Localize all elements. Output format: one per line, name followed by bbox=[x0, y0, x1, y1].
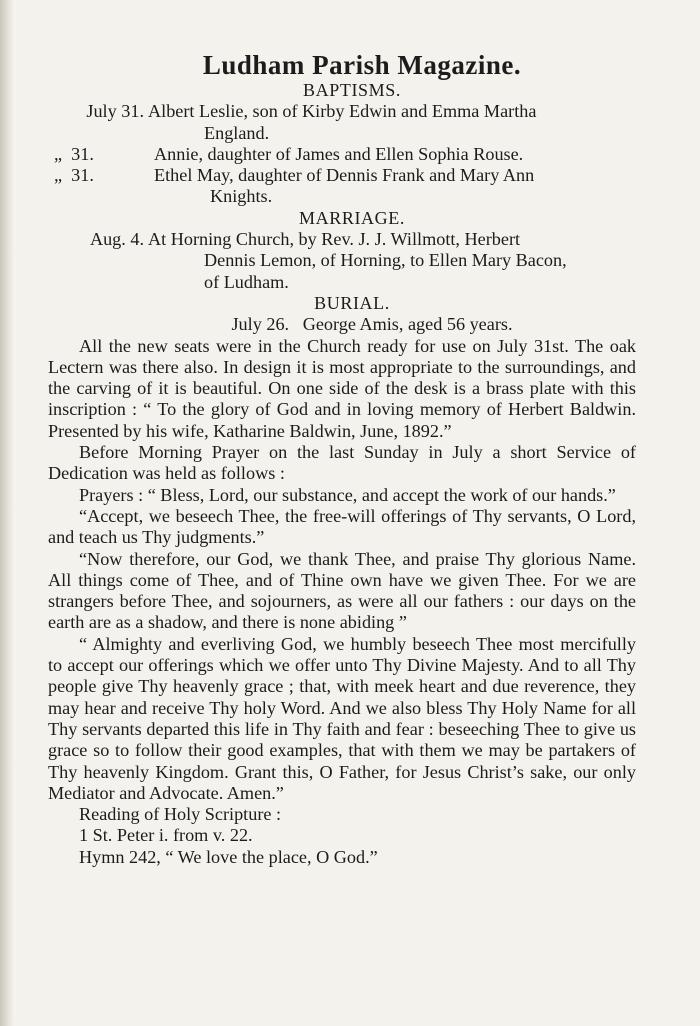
baptism-text-line: Albert Leslie, son of Kirby Edwin and Emma Martha bbox=[148, 101, 537, 122]
readings-heading: Reading of Holy Scripture : bbox=[79, 804, 282, 825]
dedication-paragraph: Before Morning Prayer on the last Sunday in July a short Service of Dedication was held as follows : bbox=[48, 442, 636, 484]
baptism-text-line: Ethel May, daughter of Dennis Frank and Mary Ann bbox=[154, 165, 535, 186]
marriage-text-continuation: Dennis Lemon, of Horning, to Ellen Mary Bacon, bbox=[204, 250, 567, 271]
burial-entry: July 26. George Amis, aged 56 years. bbox=[231, 314, 513, 335]
hymn-reference: Hymn 242, “ We love the place, O God.” bbox=[79, 846, 378, 867]
baptism-date: July 31. bbox=[86, 101, 144, 122]
baptism-date: „ 31. bbox=[54, 165, 94, 186]
marriage-heading: MARRIAGE. bbox=[299, 207, 405, 228]
lectern-paragraph: All the new seats were in the Church ready for use on July 31st. The oak Lectern was there also. In design it is most appropriate to the surroundings, and the carving of it is beautiful. On one side of the desk is a brass plate with this inscription : “ To the glory of God and in loving memory of Herbert Baldwin. Presented by his wife, Katharine Baldwin, June, 1892.” bbox=[48, 335, 636, 441]
baptism-text-line: Annie, daughter of James and Ellen Sophia Rouse. bbox=[154, 143, 524, 164]
magazine-page bbox=[48, 50, 636, 868]
baptism-entry bbox=[48, 144, 636, 165]
marriage-text bbox=[148, 229, 636, 293]
baptism-text bbox=[154, 144, 636, 165]
baptisms-heading: BAPTISMS. bbox=[303, 80, 401, 100]
baptism-text-continuation: Knights. bbox=[210, 186, 273, 207]
burial-heading: BURIAL. bbox=[314, 292, 390, 313]
baptism-text bbox=[154, 165, 636, 208]
marriage-text-continuation: of Ludham. bbox=[204, 271, 289, 292]
marriage-date: Aug. 4. bbox=[89, 229, 144, 250]
now-therefore-prayer: “Now therefore, our God, we thank Thee, and praise Thy glorious Name. All things come of Thee, and of Thine own have we given Thee. For we are strangers before Thee, and sojourners, as were all our fathers : our days on the earth are as a shadow, and there is none abiding ” bbox=[48, 548, 636, 633]
prayers-paragraph: Prayers : “ Bless, Lord, our substance, and accept the work of our hands.” bbox=[79, 484, 616, 505]
marriage-entry bbox=[48, 229, 636, 293]
baptism-date: „ 31. bbox=[54, 143, 94, 164]
baptism-entry bbox=[48, 101, 636, 144]
marriage-text-line: At Horning Church, by Rev. J. J. Willmott, Herbert bbox=[148, 229, 521, 250]
magazine-title: Ludham Parish Magazine. bbox=[202, 50, 522, 80]
baptism-entry bbox=[48, 165, 636, 208]
baptism-text-continuation: England. bbox=[204, 122, 270, 143]
scripture-reference: 1 St. Peter i. from v. 22. bbox=[79, 825, 253, 846]
page-binding-shadow bbox=[0, 0, 14, 1026]
baptism-text bbox=[148, 101, 636, 144]
accept-prayer: “Accept, we beseech Thee, the free-will offerings of Thy servants, O Lord, and teach us Thy judgments.” bbox=[48, 505, 636, 548]
almighty-prayer: “ Almighty and everliving God, we humbly beseech Thee most mercifully to accept our offerings which we offer unto Thy Divine Majesty. And to all Thy people give Thy heavenly grace ; that, with meek heart and due reverence, they may hear and receive Thy holy Word. And we also bless Thy Holy Name for all Thy servants departed this life in Thy faith and fear : beseeching Thee to give us grace so to follow their good examples, that with them we may be partakers of Thy heavenly Kingdom. Grant this, O Father, for Jesus Christ’s sake, our only Mediator and Advocate. Amen.” bbox=[48, 633, 636, 803]
